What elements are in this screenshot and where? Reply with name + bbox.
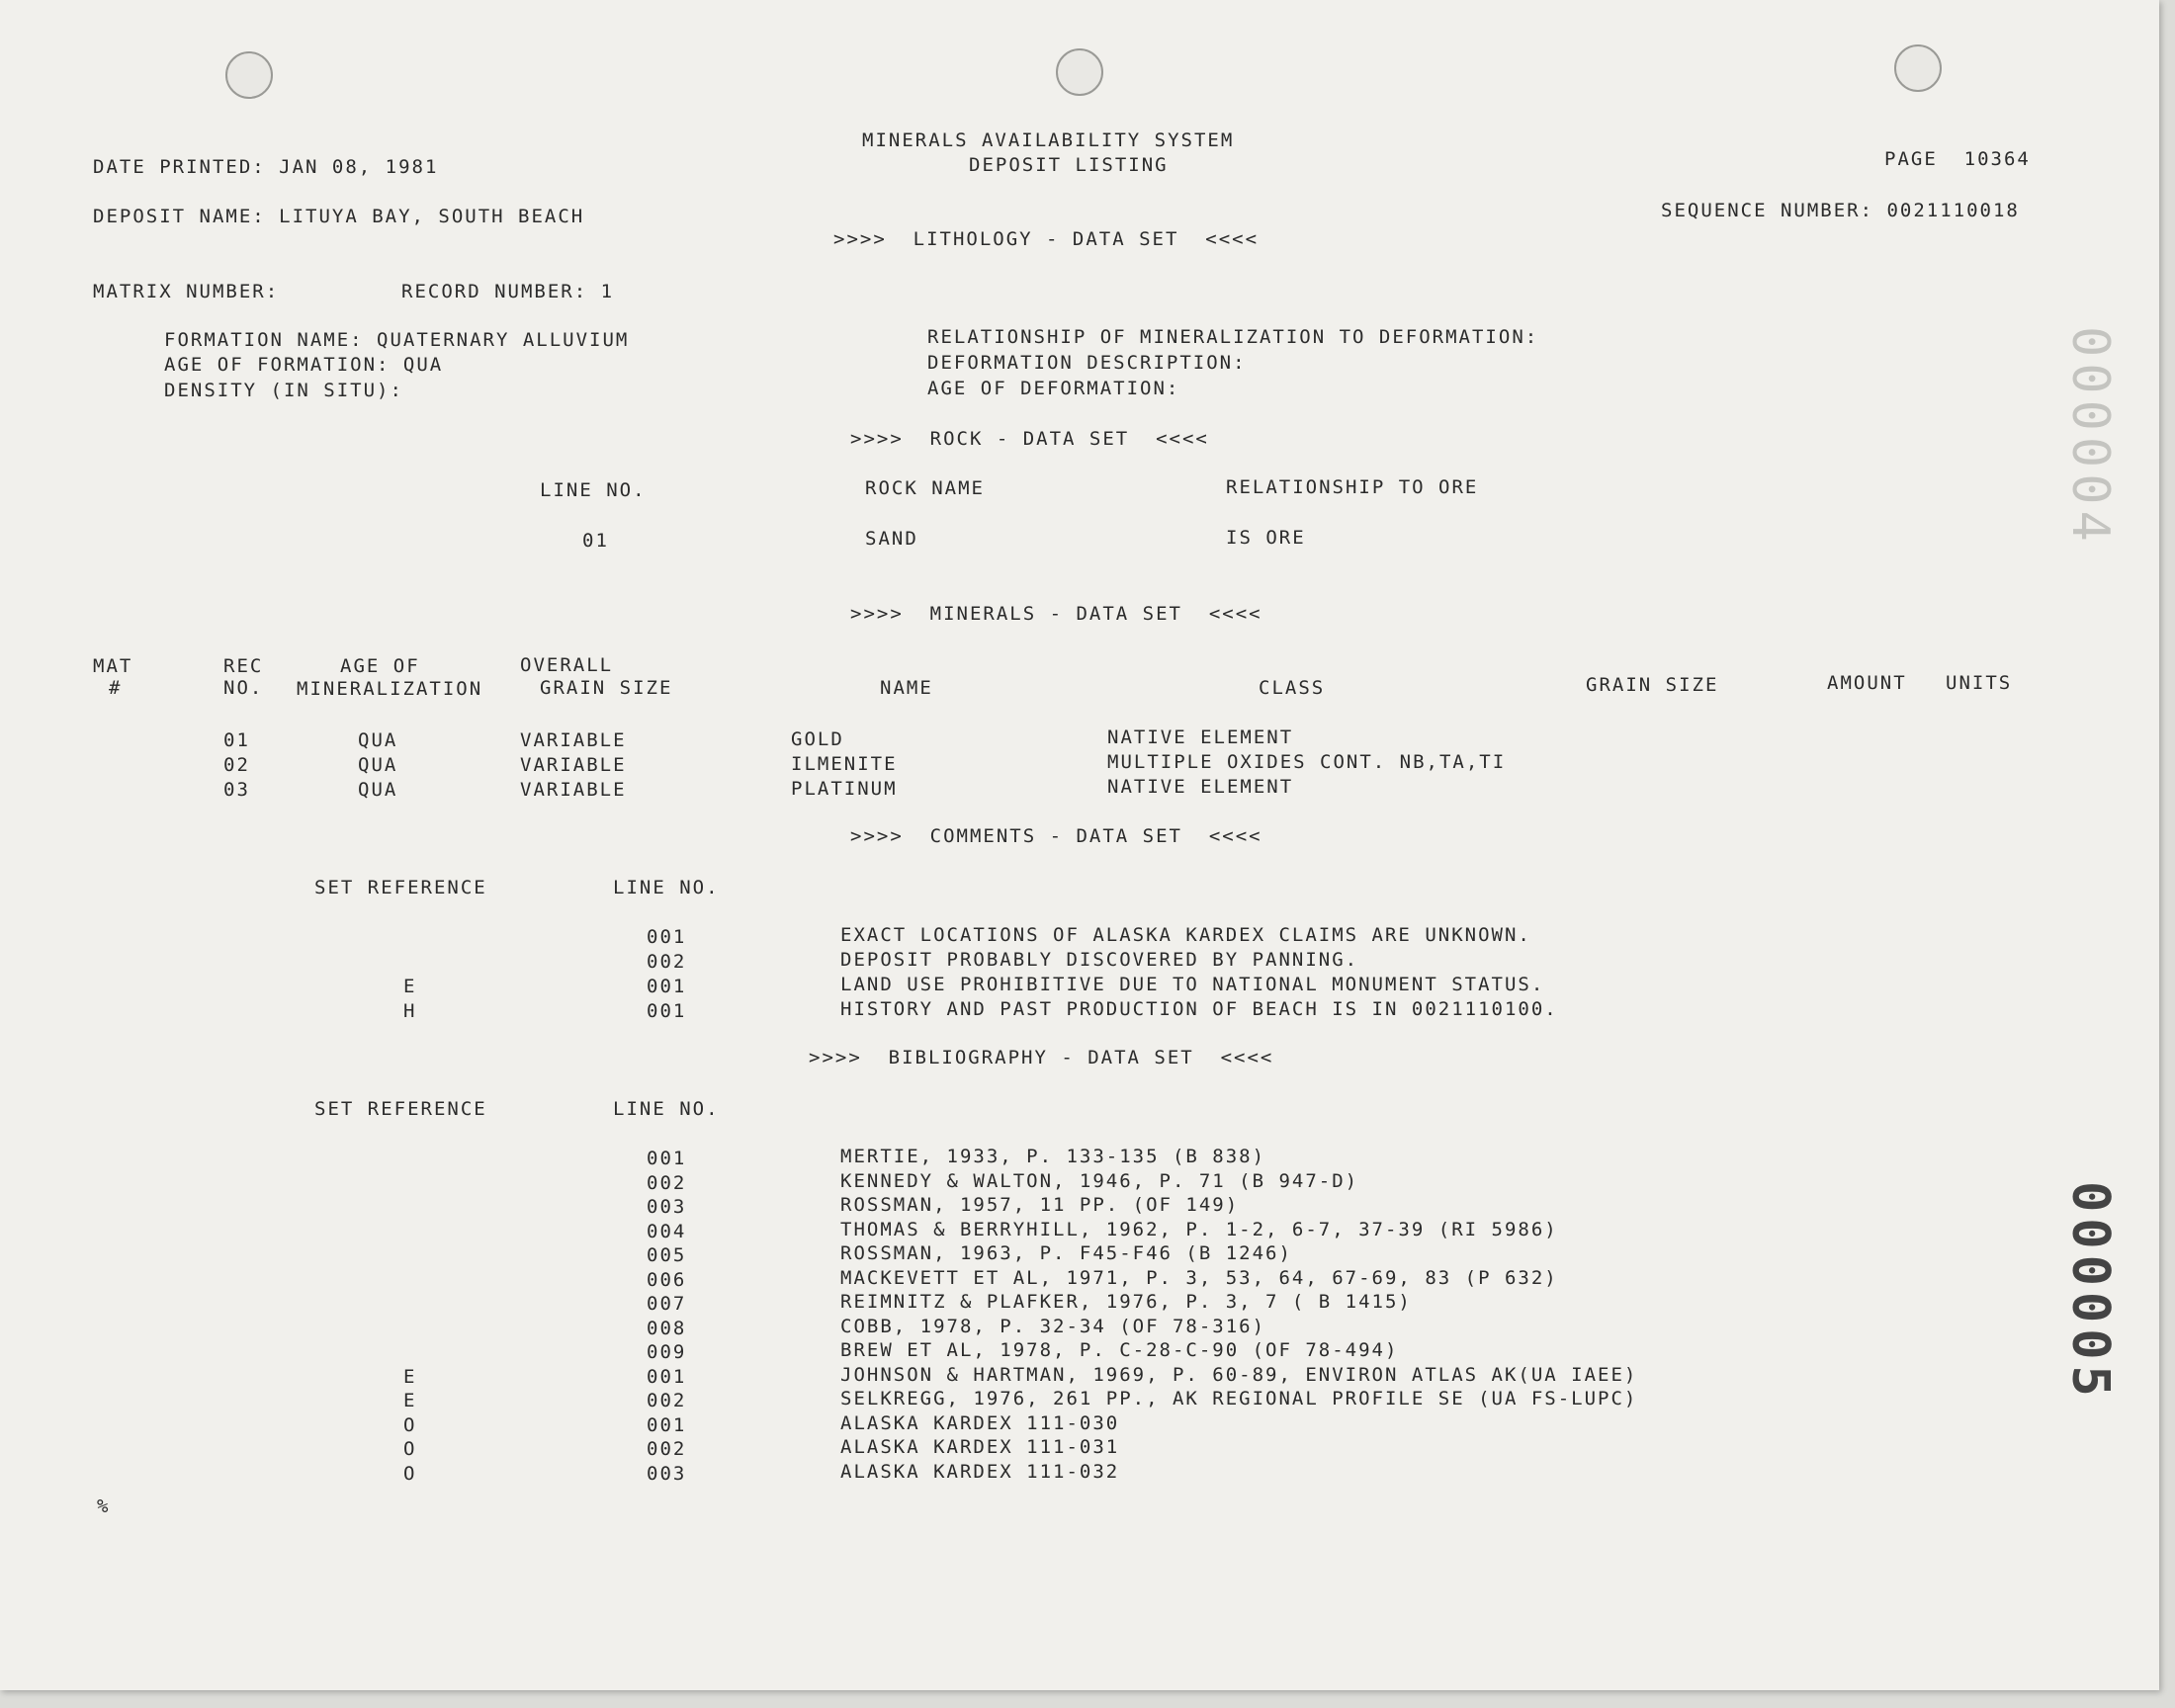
comment-text: DEPOSIT PROBABLY DISCOVERED BY PANNING. <box>840 949 1359 971</box>
min-grain: VARIABLE <box>520 779 627 801</box>
deformation-description: DEFORMATION DESCRIPTION: <box>927 352 1247 374</box>
min-header-class: CLASS <box>1259 677 1326 699</box>
density: DENSITY (IN SITU): <box>164 380 403 401</box>
bib-text: MERTIE, 1933, P. 133-135 (B 838) <box>840 1146 1266 1167</box>
min-class: NATIVE ELEMENT <box>1107 776 1294 798</box>
rock-section-title: >>>> ROCK - DATA SET <<<< <box>850 428 1209 450</box>
min-class: MULTIPLE OXIDES CONT. NB,TA,TI <box>1107 751 1507 773</box>
rock-relationship: IS ORE <box>1226 527 1306 549</box>
min-header-rec-no: NO. <box>223 677 264 699</box>
rock-header-rock-name: ROCK NAME <box>865 477 985 499</box>
comment-text: LAND USE PROHIBITIVE DUE TO NATIONAL MONUMENT STATUS. <box>840 974 1545 995</box>
comments-header-line-no: LINE NO. <box>613 877 720 898</box>
bibliography-header-line-no: LINE NO. <box>613 1098 720 1120</box>
min-age: QUA <box>358 729 398 751</box>
listing-title: DEPOSIT LISTING <box>969 154 1169 176</box>
rock-line-no: 01 <box>582 530 609 552</box>
bib-text: ROSSMAN, 1963, P. F45-F46 (B 1246) <box>840 1242 1292 1264</box>
bib-text: COBB, 1978, P. 32-34 (OF 78-316) <box>840 1316 1266 1337</box>
min-header-overall-grain-size: GRAIN SIZE <box>540 677 673 699</box>
punch-hole <box>1894 44 1942 92</box>
page-number: PAGE 10364 <box>1884 148 2031 170</box>
bib-line: 005 <box>647 1244 687 1266</box>
bib-text: BREW ET AL, 1978, P. C-28-C-90 (OF 78-494) <box>840 1339 1399 1361</box>
min-header-age-of: AGE OF <box>340 655 420 677</box>
min-grain: VARIABLE <box>520 729 627 751</box>
min-grain: VARIABLE <box>520 754 627 776</box>
comment-ref: H <box>403 1000 417 1022</box>
bib-line: 009 <box>647 1341 687 1363</box>
bib-ref: O <box>403 1414 417 1436</box>
minerals-section-title: >>>> MINERALS - DATA SET <<<< <box>850 603 1262 625</box>
bib-line: 001 <box>647 1366 687 1388</box>
comment-line: 002 <box>647 951 687 973</box>
bib-line: 002 <box>647 1390 687 1411</box>
comment-ref: E <box>403 976 417 997</box>
comments-header-set-reference: SET REFERENCE <box>314 877 487 898</box>
bibliography-header-set-reference: SET REFERENCE <box>314 1098 487 1120</box>
min-class: NATIVE ELEMENT <box>1107 726 1294 748</box>
bib-line: 001 <box>647 1148 687 1169</box>
min-name: GOLD <box>791 728 844 750</box>
comment-line: 001 <box>647 1000 687 1022</box>
margin-number-light: 000004 <box>2060 326 2120 548</box>
min-header-mineralization: MINERALIZATION <box>297 678 483 700</box>
bib-line: 007 <box>647 1293 687 1315</box>
min-name: ILMENITE <box>791 753 898 775</box>
age-of-formation: AGE OF FORMATION: QUA <box>164 354 444 376</box>
min-name: PLATINUM <box>791 778 898 800</box>
bib-line: 002 <box>647 1438 687 1460</box>
bib-text: ALASKA KARDEX 111-030 <box>840 1412 1120 1434</box>
min-header-name: NAME <box>880 677 933 699</box>
end-mark: % <box>97 1495 111 1517</box>
comment-text: HISTORY AND PAST PRODUCTION OF BEACH IS IN 0021110100. <box>840 998 1558 1020</box>
record-number: RECORD NUMBER: 1 <box>401 281 615 302</box>
bib-text: JOHNSON & HARTMAN, 1969, P. 60-89, ENVIRON ATLAS AK(UA IAEE) <box>840 1364 1638 1386</box>
bib-text: MACKEVETT ET AL, 1971, P. 3, 53, 64, 67-69, 83 (P 632) <box>840 1267 1558 1289</box>
age-of-deformation: AGE OF DEFORMATION: <box>927 378 1180 399</box>
matrix-number: MATRIX NUMBER: <box>93 281 280 302</box>
min-age: QUA <box>358 754 398 776</box>
deposit-name: DEPOSIT NAME: LITUYA BAY, SOUTH BEACH <box>93 206 585 227</box>
bib-line: 004 <box>647 1221 687 1242</box>
bib-ref: O <box>403 1463 417 1485</box>
bib-text: ALASKA KARDEX 111-031 <box>840 1436 1120 1458</box>
bib-line: 002 <box>647 1172 687 1194</box>
relationship-to-deformation: RELATIONSHIP OF MINERALIZATION TO DEFORMATION: <box>927 326 1539 348</box>
bib-text: ALASKA KARDEX 111-032 <box>840 1461 1120 1483</box>
min-age: QUA <box>358 779 398 801</box>
min-header-mat: MAT <box>93 655 133 677</box>
bib-text: ROSSMAN, 1957, 11 PP. (OF 149) <box>840 1194 1240 1216</box>
comment-line: 001 <box>647 976 687 997</box>
bib-ref: E <box>403 1390 417 1411</box>
comment-text: EXACT LOCATIONS OF ALASKA KARDEX CLAIMS ARE UNKNOWN. <box>840 924 1531 946</box>
bib-text: REIMNITZ & PLAFKER, 1976, P. 3, 7 ( B 1415) <box>840 1291 1412 1313</box>
min-rec: 02 <box>223 754 250 776</box>
min-rec: 01 <box>223 729 250 751</box>
punch-hole <box>225 51 273 99</box>
bib-line: 001 <box>647 1414 687 1436</box>
date-printed: DATE PRINTED: JAN 08, 1981 <box>93 156 439 178</box>
bib-ref: O <box>403 1438 417 1460</box>
rock-header-line-no: LINE NO. <box>540 479 647 501</box>
min-header-overall: OVERALL <box>520 654 614 676</box>
punch-hole <box>1056 48 1103 96</box>
formation-name: FORMATION NAME: QUATERNARY ALLUVIUM <box>164 329 630 351</box>
rock-header-relationship: RELATIONSHIP TO ORE <box>1226 476 1479 498</box>
min-header-rec: REC <box>223 655 264 677</box>
min-rec: 03 <box>223 779 250 801</box>
bib-line: 006 <box>647 1269 687 1291</box>
min-header-amount: AMOUNT <box>1827 672 1907 694</box>
margin-number-dark: 000005 <box>2060 1181 2120 1403</box>
comments-section-title: >>>> COMMENTS - DATA SET <<<< <box>850 825 1262 847</box>
sequence-number: SEQUENCE NUMBER: 0021110018 <box>1661 200 2020 221</box>
system-title: MINERALS AVAILABILITY SYSTEM <box>862 129 1235 151</box>
lithology-section-title: >>>> LITHOLOGY - DATA SET <<<< <box>833 228 1260 250</box>
bib-text: KENNEDY & WALTON, 1946, P. 71 (B 947-D) <box>840 1170 1359 1192</box>
comment-line: 001 <box>647 926 687 948</box>
bibliography-section-title: >>>> BIBLIOGRAPHY - DATA SET <<<< <box>809 1047 1274 1068</box>
rock-name: SAND <box>865 528 918 550</box>
bib-ref: E <box>403 1366 417 1388</box>
bib-line: 003 <box>647 1463 687 1485</box>
min-header-mat-hash: # <box>109 677 123 699</box>
min-header-grain-size: GRAIN SIZE <box>1586 674 1719 696</box>
bib-text: SELKREGG, 1976, 261 PP., AK REGIONAL PROFILE SE (UA FS-LUPC) <box>840 1388 1638 1409</box>
bib-line: 003 <box>647 1196 687 1218</box>
bib-line: 008 <box>647 1318 687 1339</box>
min-header-units: UNITS <box>1946 672 2013 694</box>
bib-text: THOMAS & BERRYHILL, 1962, P. 1-2, 6-7, 37-39 (RI 5986) <box>840 1219 1558 1240</box>
